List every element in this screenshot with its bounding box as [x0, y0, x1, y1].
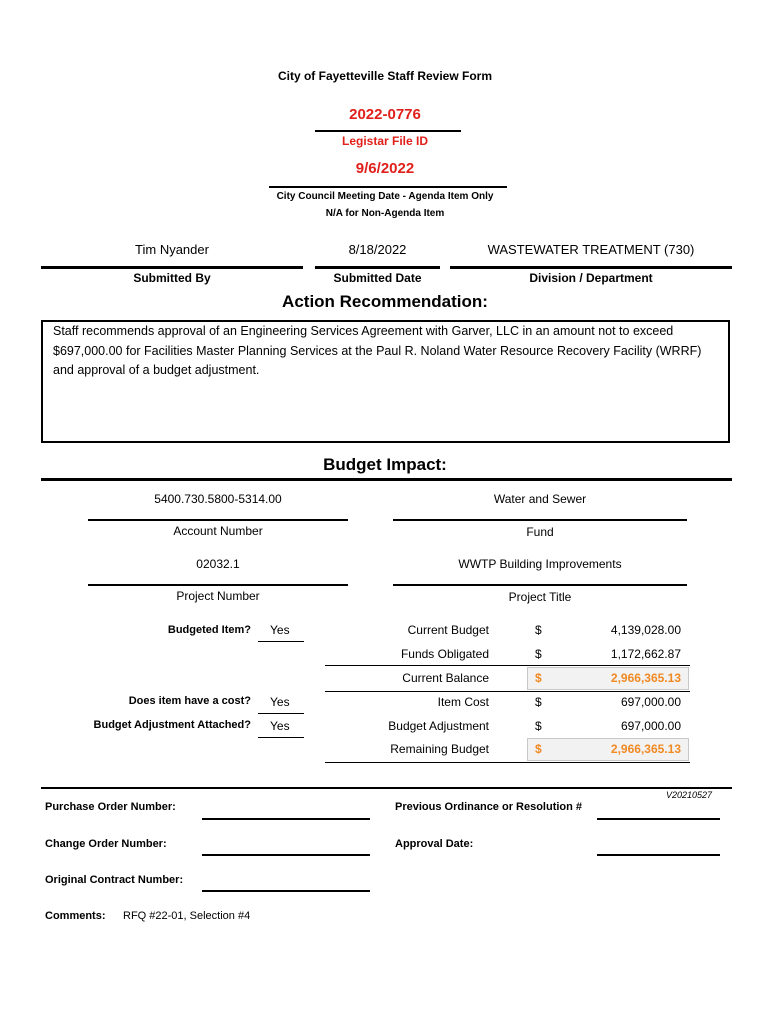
divider: [88, 519, 348, 521]
divider: [41, 266, 303, 269]
action-heading: Action Recommendation:: [282, 292, 488, 311]
division-value: WASTEWATER TREATMENT (730): [487, 242, 695, 257]
budget-adjustment-label: Budget Adjustment: [388, 719, 489, 733]
project-title-value: WWTP Building Improvements: [458, 557, 622, 571]
action-text-line: Staff recommends approval of an Engineering Services Agreement with Garver, LLC in an amount not to exceed: [53, 324, 674, 338]
adjustment-attached-value: Yes: [270, 719, 290, 733]
meeting-label-1: City Council Meeting Date - Agenda Item Only: [276, 191, 494, 202]
comments-label: Comments:: [45, 910, 106, 922]
approval-date-field[interactable]: [597, 854, 720, 856]
current-balance-label: Current Balance: [402, 671, 489, 685]
dollar-sign: $: [535, 647, 542, 661]
divider: [269, 186, 507, 188]
previous-ordinance-field[interactable]: [597, 818, 720, 820]
fund-value: Water and Sewer: [493, 492, 587, 506]
submitted-date-value: 8/18/2022: [348, 242, 407, 257]
current-budget-value: 4,139,028.00: [610, 623, 681, 637]
submitted-date-label: Submitted Date: [333, 271, 422, 285]
dollar-sign: $: [535, 623, 542, 637]
approval-date-label: Approval Date:: [395, 838, 474, 850]
remaining-budget-label: Remaining Budget: [390, 742, 489, 756]
action-text-line: $697,000.00 for Facilities Master Planning Services at the Paul R. Noland Water Resource Recovery Facility (WRRF): [53, 343, 702, 358]
comments-value: RFQ #22-01, Selection #4: [123, 910, 251, 922]
divider: [258, 713, 304, 714]
item-cost-value: 697,000.00: [620, 695, 681, 709]
divider: [315, 266, 440, 269]
divider: [325, 762, 690, 763]
has-cost-label: Does item have a cost?: [128, 695, 251, 707]
funds-obligated-value: 1,172,662.87: [610, 647, 681, 661]
remaining-budget-value: 2,966,365.13: [610, 742, 681, 756]
divider: [393, 584, 687, 586]
submitted-by-value: Tim Nyander: [135, 242, 209, 257]
dollar-sign: $: [535, 719, 542, 733]
po-number-label: Purchase Order Number:: [45, 801, 176, 813]
budget-heading: Budget Impact:: [323, 455, 447, 474]
legistar-label: Legistar File ID: [341, 134, 429, 148]
meeting-date: 9/6/2022: [355, 160, 415, 177]
project-number-value: 02032.1: [196, 557, 240, 571]
action-recommendation-box: [41, 320, 730, 443]
po-number-field[interactable]: [202, 818, 370, 820]
form-title: City of Fayetteville Staff Review Form: [277, 69, 493, 83]
divider: [88, 584, 348, 586]
divider: [393, 519, 687, 521]
divider: [315, 130, 461, 132]
has-cost-value: Yes: [270, 695, 290, 709]
divider: [258, 737, 304, 738]
change-order-field[interactable]: [202, 854, 370, 856]
divider: [258, 641, 304, 642]
project-title-label: Project Title: [508, 590, 572, 604]
original-contract-field[interactable]: [202, 890, 370, 892]
budgeted-item-label: Budgeted Item?: [167, 624, 251, 636]
divider: [41, 478, 732, 481]
account-number-value: 5400.730.5800-5314.00: [154, 492, 282, 506]
submitted-by-label: Submitted By: [133, 271, 211, 285]
fund-label: Fund: [526, 525, 554, 539]
original-contract-label: Original Contract Number:: [45, 874, 184, 886]
current-budget-label: Current Budget: [407, 623, 489, 637]
divider: [41, 787, 732, 789]
item-cost-label: Item Cost: [437, 695, 489, 709]
dollar-sign: $: [535, 742, 542, 756]
division-label: Division / Department: [529, 271, 653, 285]
change-order-label: Change Order Number:: [45, 838, 167, 850]
divider: [325, 691, 690, 692]
project-number-label: Project Number: [176, 589, 260, 603]
previous-ordinance-label: Previous Ordinance or Resolution #: [395, 801, 583, 813]
budget-adjustment-value: 697,000.00: [620, 719, 681, 733]
adjustment-attached-label: Budget Adjustment Attached?: [93, 719, 251, 731]
divider: [325, 665, 690, 666]
meeting-label-2: N/A for Non-Agenda Item: [325, 208, 445, 219]
dollar-sign: $: [535, 695, 542, 709]
divider: [450, 266, 732, 269]
budgeted-item-value: Yes: [270, 623, 290, 637]
funds-obligated-label: Funds Obligated: [400, 647, 489, 661]
action-text-line: and approval of a budget adjustment.: [53, 363, 260, 377]
dollar-sign: $: [535, 671, 542, 685]
legistar-file-id: 2022-0776: [349, 106, 421, 123]
current-balance-value: 2,966,365.13: [610, 671, 681, 685]
account-number-label: Account Number: [173, 524, 263, 538]
version-label: V20210527: [665, 790, 712, 800]
